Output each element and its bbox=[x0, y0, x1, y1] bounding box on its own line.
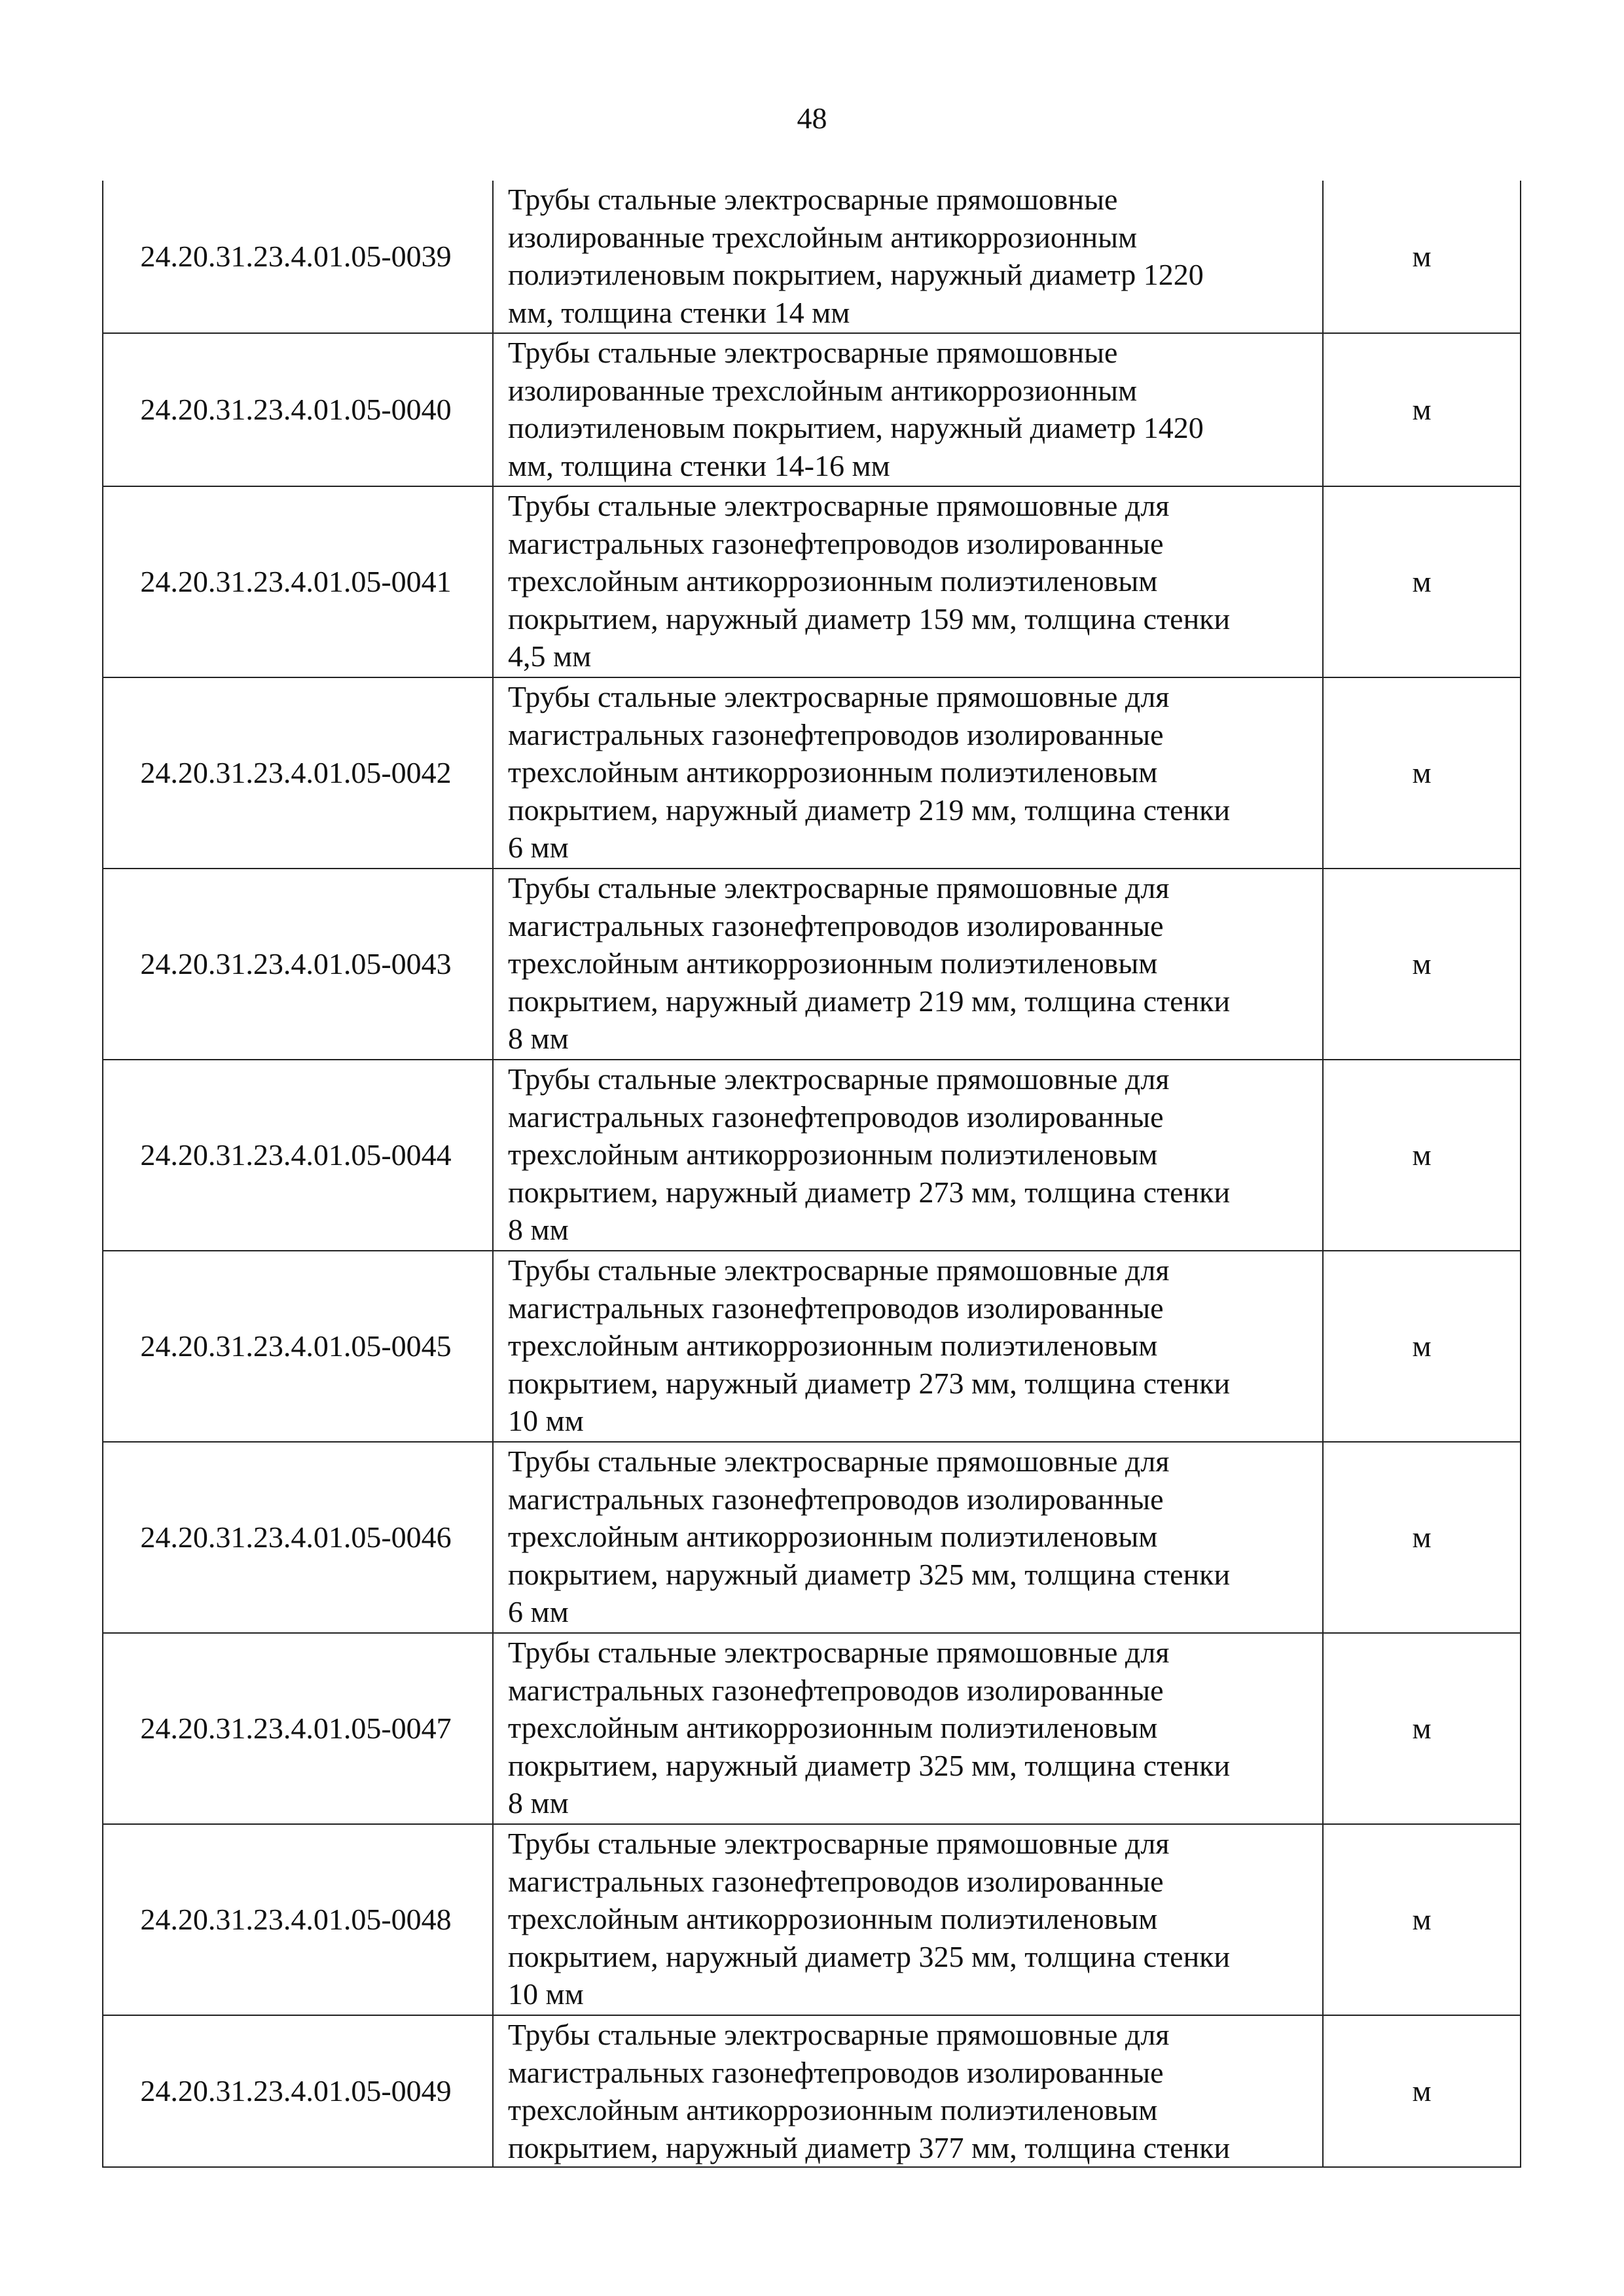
table-row bbox=[103, 2015, 1521, 2167]
resource-unit: м bbox=[1323, 333, 1521, 486]
resource-name-line: магистральных газонефтепроводов изолированные bbox=[508, 1291, 1164, 1325]
resource-unit: м bbox=[1323, 486, 1521, 677]
resource-table-body bbox=[103, 181, 1521, 2167]
resource-name-line: трехслойным антикоррозионным полиэтиленовым bbox=[508, 1520, 1158, 1553]
resource-name-line: покрытием, наружный диаметр 219 мм, толщина стенки bbox=[508, 793, 1231, 827]
resource-name-line: Трубы стальные электросварные прямошовные bbox=[508, 183, 1118, 216]
resource-code: 24.20.31.23.4.01.05-0047 bbox=[103, 1633, 493, 1824]
table-row bbox=[103, 1060, 1521, 1251]
resource-code: 24.20.31.23.4.01.05-0041 bbox=[103, 486, 493, 677]
resource-name-line: магистральных газонефтепроводов изолированные bbox=[508, 1482, 1164, 1516]
resource-name-line: магистральных газонефтепроводов изолированные bbox=[508, 2055, 1164, 2089]
resource-name-line: изолированные трехслойным антикоррозионным bbox=[508, 373, 1138, 407]
table-row bbox=[103, 1442, 1521, 1633]
resource-name bbox=[493, 333, 1323, 486]
resource-name-line: покрытием, наружный диаметр 273 мм, толщина стенки bbox=[508, 1175, 1231, 1209]
resource-code: 24.20.31.23.4.01.05-0045 bbox=[103, 1251, 493, 1442]
table-row bbox=[103, 1251, 1521, 1442]
resource-name-line: 6 мм bbox=[508, 831, 569, 864]
resource-name-line: изолированные трехслойным антикоррозионным bbox=[508, 220, 1138, 254]
page-number: 48 bbox=[797, 101, 827, 135]
resource-code: 24.20.31.23.4.01.05-0039 bbox=[103, 181, 493, 333]
resource-unit: м bbox=[1323, 2015, 1521, 2167]
resource-name bbox=[493, 1824, 1323, 2015]
resource-code: 24.20.31.23.4.01.05-0043 bbox=[103, 869, 493, 1060]
resource-name bbox=[493, 1633, 1323, 1824]
resource-name bbox=[493, 1442, 1323, 1633]
resource-name-line: 8 мм bbox=[508, 1022, 569, 1055]
resource-unit: м bbox=[1323, 1060, 1521, 1251]
resource-name-line: 10 мм bbox=[508, 1404, 584, 1437]
resource-name-line: Трубы стальные электросварные прямошовные для bbox=[508, 1062, 1170, 1096]
resource-name bbox=[493, 1060, 1323, 1251]
resource-name bbox=[493, 181, 1323, 333]
resource-name-line: покрытием, наружный диаметр 159 мм, толщина стенки bbox=[508, 601, 1231, 636]
resource-name-line: магистральных газонефтепроводов изолированные bbox=[508, 908, 1164, 942]
table-row bbox=[103, 677, 1521, 869]
resource-unit: м bbox=[1323, 181, 1521, 333]
resource-name-line: магистральных газонефтепроводов изолированные bbox=[508, 1864, 1164, 1898]
resource-code: 24.20.31.23.4.01.05-0046 bbox=[103, 1442, 493, 1633]
resource-name-line: Трубы стальные электросварные прямошовные bbox=[508, 336, 1118, 369]
resource-name-line: 10 мм bbox=[508, 1977, 584, 2011]
resource-name-line: мм, толщина стенки 14-16 мм bbox=[508, 448, 890, 482]
resource-code: 24.20.31.23.4.01.05-0044 bbox=[103, 1060, 493, 1251]
resource-name-line: покрытием, наружный диаметр 273 мм, толщина стенки bbox=[508, 1366, 1231, 1400]
resource-name-line: Трубы стальные электросварные прямошовные для bbox=[508, 1636, 1170, 1669]
resource-table bbox=[102, 181, 1521, 2168]
resource-name bbox=[493, 1251, 1323, 1442]
resource-name-line: магистральных газонефтепроводов изолированные bbox=[508, 526, 1164, 560]
resource-name-line: магистральных газонефтепроводов изолированные bbox=[508, 1100, 1164, 1134]
resource-unit: м bbox=[1323, 1442, 1521, 1633]
resource-name-line: Трубы стальные электросварные прямошовные для bbox=[508, 2018, 1170, 2051]
resource-name-line: покрытием, наружный диаметр 325 мм, толщина стенки bbox=[508, 1748, 1231, 1782]
resource-name-line: трехслойным антикоррозионным полиэтиленовым bbox=[508, 564, 1158, 598]
resource-name-line: Трубы стальные электросварные прямошовные для bbox=[508, 680, 1170, 713]
resource-unit: м bbox=[1323, 1251, 1521, 1442]
resource-name bbox=[493, 677, 1323, 869]
resource-name bbox=[493, 486, 1323, 677]
resource-name-line: 4,5 мм bbox=[508, 639, 592, 673]
resource-name-line: трехслойным антикоррозионным полиэтиленовым bbox=[508, 1711, 1158, 1744]
resource-name-line: Трубы стальные электросварные прямошовные для bbox=[508, 489, 1170, 522]
resource-name-line: трехслойным антикоррозионным полиэтиленовым bbox=[508, 1902, 1158, 1935]
resource-name-line: Трубы стальные электросварные прямошовные для bbox=[508, 1253, 1170, 1287]
table-row bbox=[103, 1633, 1521, 1824]
resource-name bbox=[493, 869, 1323, 1060]
resource-name-line: Трубы стальные электросварные прямошовные для bbox=[508, 1444, 1170, 1478]
table-row bbox=[103, 486, 1521, 677]
resource-name-line: покрытием, наружный диаметр 219 мм, толщина стенки bbox=[508, 984, 1231, 1018]
resource-code: 24.20.31.23.4.01.05-0042 bbox=[103, 677, 493, 869]
resource-name-line: мм, толщина стенки 14 мм bbox=[508, 295, 850, 329]
resource-name-line: магистральных газонефтепроводов изолированные bbox=[508, 717, 1164, 751]
resource-name-line: покрытием, наружный диаметр 325 мм, толщина стенки bbox=[508, 1557, 1231, 1591]
resource-name-line: полиэтиленовым покрытием, наружный диаметр 1420 bbox=[508, 411, 1204, 444]
resource-name-line: трехслойным антикоррозионным полиэтиленовым bbox=[508, 1329, 1158, 1362]
resource-name-line: 6 мм bbox=[508, 1595, 569, 1628]
resource-unit: м bbox=[1323, 1824, 1521, 2015]
table-row bbox=[103, 869, 1521, 1060]
resource-name-line: Трубы стальные электросварные прямошовные для bbox=[508, 871, 1170, 905]
resource-unit: м bbox=[1323, 869, 1521, 1060]
resource-name-line: трехслойным антикоррозионным полиэтиленовым bbox=[508, 946, 1158, 980]
resource-unit: м bbox=[1323, 677, 1521, 869]
resource-name-line: полиэтиленовым покрытием, наружный диаметр 1220 bbox=[508, 258, 1204, 291]
table-row bbox=[103, 181, 1521, 333]
resource-name-line: 8 мм bbox=[508, 1213, 569, 1246]
resource-name bbox=[493, 2015, 1323, 2167]
resource-name-line: магистральных газонефтепроводов изолированные bbox=[508, 1673, 1164, 1707]
resource-name-line: трехслойным антикоррозионным полиэтиленовым bbox=[508, 1138, 1158, 1171]
table-row bbox=[103, 333, 1521, 486]
table-row bbox=[103, 1824, 1521, 2015]
resource-name-line: Трубы стальные электросварные прямошовные для bbox=[508, 1827, 1170, 1860]
resource-name-line: покрытием, наружный диаметр 377 мм, толщина стенки bbox=[508, 2130, 1231, 2164]
resource-name-line: 8 мм bbox=[508, 1786, 569, 1820]
resource-code: 24.20.31.23.4.01.05-0048 bbox=[103, 1824, 493, 2015]
resource-code: 24.20.31.23.4.01.05-0049 bbox=[103, 2015, 493, 2167]
resource-name-line: трехслойным антикоррозионным полиэтиленовым bbox=[508, 2093, 1158, 2126]
resource-name-line: трехслойным антикоррозионным полиэтиленовым bbox=[508, 755, 1158, 789]
resource-unit: м bbox=[1323, 1633, 1521, 1824]
resource-code: 24.20.31.23.4.01.05-0040 bbox=[103, 333, 493, 486]
resource-name-line: покрытием, наружный диаметр 325 мм, толщина стенки bbox=[508, 1939, 1231, 1973]
